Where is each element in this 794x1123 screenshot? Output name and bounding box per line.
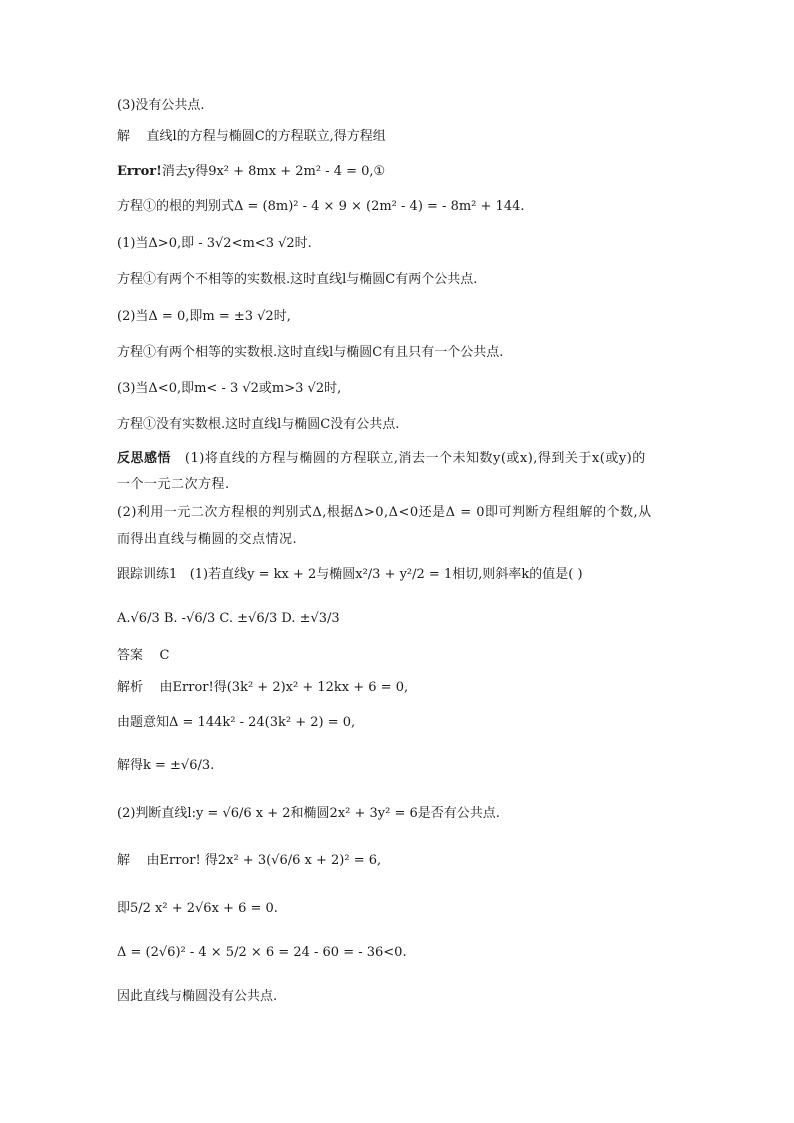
line-l5: (1)当Δ>0,即 - 3√2<m<3 √2时.: [117, 236, 312, 251]
reflection-label: 反思感悟: [117, 451, 172, 466]
line-l3: [117, 163, 684, 181]
line-l21: (2)判断直线l:y = √6/6 x + 2和椭圆2x² + 3y² = 6是否有公共点.: [117, 806, 500, 821]
line-l18-text: 由Error!得(3k² + 2)x² + 12kx + 6 = 0,: [159, 680, 409, 695]
line-l11: [117, 450, 684, 468]
line-l4: 方程①的根的判别式Δ = (8m)² - 4 × 9 × (2m² - 4) = - 8m² + 144.: [117, 199, 525, 214]
solution-label: 解: [117, 129, 131, 144]
line-l11-text: (1)将直线的方程与椭圆的方程联立,消去一个未知数y(或x),得到关于x(或y)的: [184, 451, 646, 466]
line-l1: (3)没有公共点.: [117, 98, 205, 113]
line-l7: (2)当Δ = 0,即m = ±3 √2时,: [117, 309, 291, 324]
line-l24: Δ = (2√6)² - 4 × 5/2 × 6 = 24 - 60 = - 36<0.: [117, 945, 407, 960]
line-l2-text: 直线l的方程与椭圆C的方程联立,得方程组: [146, 129, 386, 144]
line-l22: [117, 852, 684, 870]
line-l9: (3)当Δ<0,即m< - 3 √2或m>3 √2时,: [117, 381, 342, 396]
line-l10: 方程①没有实数根.这时直线l与椭圆C没有公共点.: [117, 417, 400, 432]
line-l3-text: 消去y得9x² + 8mx + 2m² - 4 = 0,①: [161, 164, 386, 179]
line-l14: 而得出直线与椭圆的交点情况.: [117, 532, 298, 547]
line-l6: 方程①有两个不相等的实数根.这时直线l与椭圆C有两个公共点.: [117, 272, 478, 287]
line-l23: 即5/2 x² + 2√6x + 6 = 0.: [117, 901, 278, 916]
analysis-label: 解析: [117, 680, 144, 695]
line-l20: 解得k = ±√6/3.: [117, 758, 215, 773]
error-marker: Error!: [117, 164, 162, 179]
line-l25: 因此直线与椭圆没有公共点.: [117, 989, 278, 1004]
answer-label: 答案: [117, 648, 144, 663]
line-l17: [117, 647, 684, 665]
line-l15-text: (1)若直线y = kx + 2与椭圆x²/3 + y²/2 = 1相切,则斜率k的值是( ): [189, 567, 583, 582]
line-l2: [117, 128, 684, 146]
line-l12: 一个一元二次方程.: [117, 477, 230, 492]
line-l8: 方程①有两个相等的实数根.这时直线l与椭圆C有且只有一个公共点.: [117, 345, 504, 360]
line-l22-text: 由Error! 得2x² + 3(√6/6 x + 2)² = 6,: [146, 853, 382, 868]
practice-label: 跟踪训练1: [117, 567, 178, 582]
line-l15: [117, 566, 684, 584]
answer-options: A.√6/3 B. -√6/3 C. ±√6/3 D. ±√3/3: [117, 611, 340, 626]
line-l13: (2)利用一元二次方程根的判别式Δ,根据Δ>0,Δ<0还是Δ = 0即可判断方程组解的个数,从: [117, 505, 652, 520]
solution-label: 解: [117, 853, 131, 868]
line-l19: 由题意知Δ = 144k² - 24(3k² + 2) = 0,: [117, 715, 356, 730]
answer-value: C: [159, 648, 170, 663]
line-l18: [117, 679, 684, 697]
